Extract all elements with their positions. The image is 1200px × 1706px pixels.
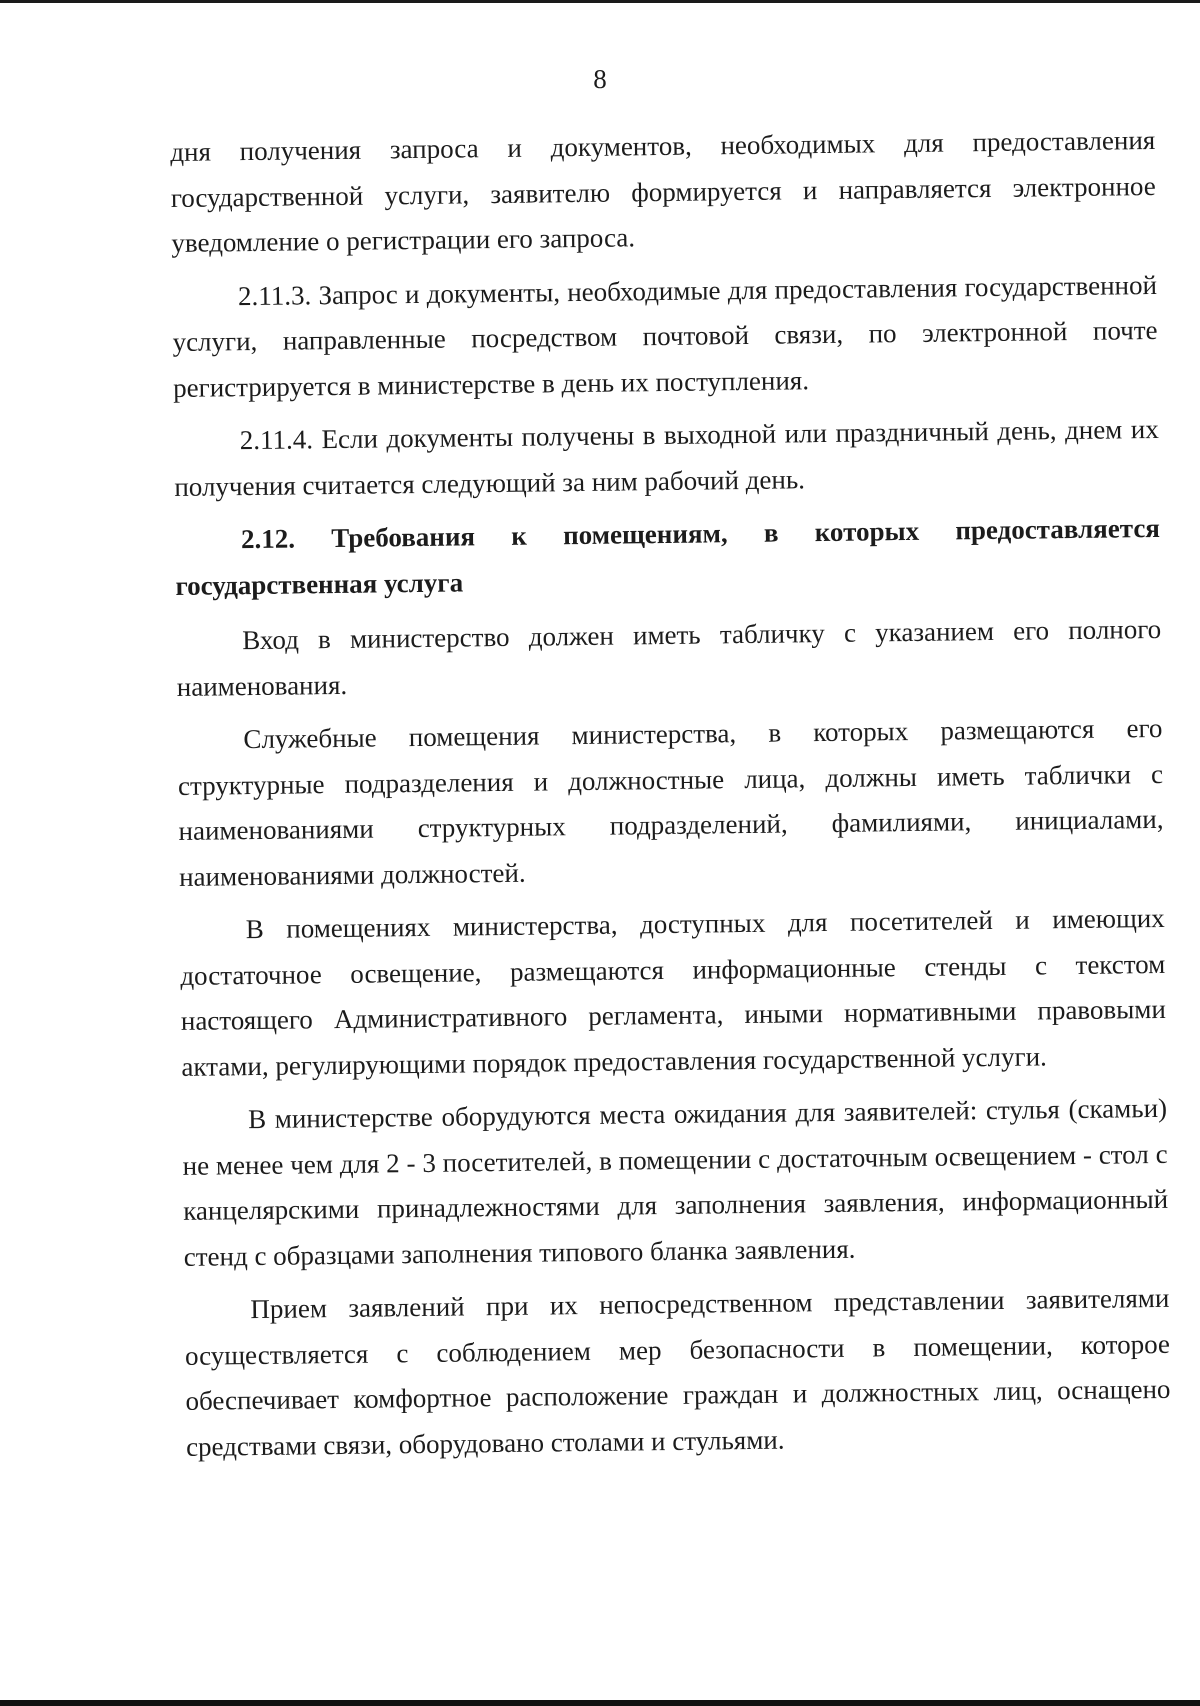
paragraph-info-stands: В помещениях министерства, доступных для посетителей и имеющих достаточное освещение, размещаются информационные стенды с текстом настоящего Административного регламента, иными нормативными правовыми актами, регулирующими порядок предоставления государственной услуги. [180,902,1166,1082]
section-heading-2-12: 2.12. Требования к помещениям, в которых предоставляется государственная услуга [175,512,1161,601]
paragraph-waiting-area: В министерстве оборудуются места ожидания для заявителей: стулья (скамьи) не менее чем для 2 - 3 посетителей, в помещении с достаточным освещением - стол с канцелярскими принадлежностями для заполнения заявления, информационный стенд с образцами заполнения типового бланка заявления. [182,1092,1169,1272]
paragraph-2-11-3: 2.11.3. Запрос и документы, необходимые для предоставления государственной услуги, направленные посредством почтовой связи, по электронной почте регистрируется в министерстве в день их поступления. [172,269,1158,403]
scan-bottom-edge [0,1700,1200,1706]
paragraph-reception: Прием заявлений при их непосредственном представлении заявителями осуществляется с соблюдением мер безопасности в помещении, которое обеспечивает комфортное расположение граждан и должностных лиц, оснащено средствами связи, оборудовано столами и стульями. [184,1282,1171,1462]
document-body [170,118,1171,1478]
paragraph-entrance-sign: Вход в министерство должен иметь табличку с указанием его полного наименования. [176,613,1162,702]
scan-top-edge [0,0,1200,3]
paragraph-continuation: дня получения запроса и документов, необходимых для предоставления государственной услуги, заявителю формируется и направляется электронное уведомление о регистрации его запроса. [170,124,1156,258]
paragraph-2-11-4: 2.11.4. Если документы получены в выходной или праздничный день, днем их получения считается следующий за ним рабочий день. [174,413,1159,502]
paragraph-office-rooms: Служебные помещения министерства, в которых размещаются его структурные подразделения и должностные лица, должны иметь таблички с наименованиями структурных подразделений, фамилиями, инициалами, наименованиями должностей. [177,712,1164,892]
page-number: 8 [593,64,607,94]
